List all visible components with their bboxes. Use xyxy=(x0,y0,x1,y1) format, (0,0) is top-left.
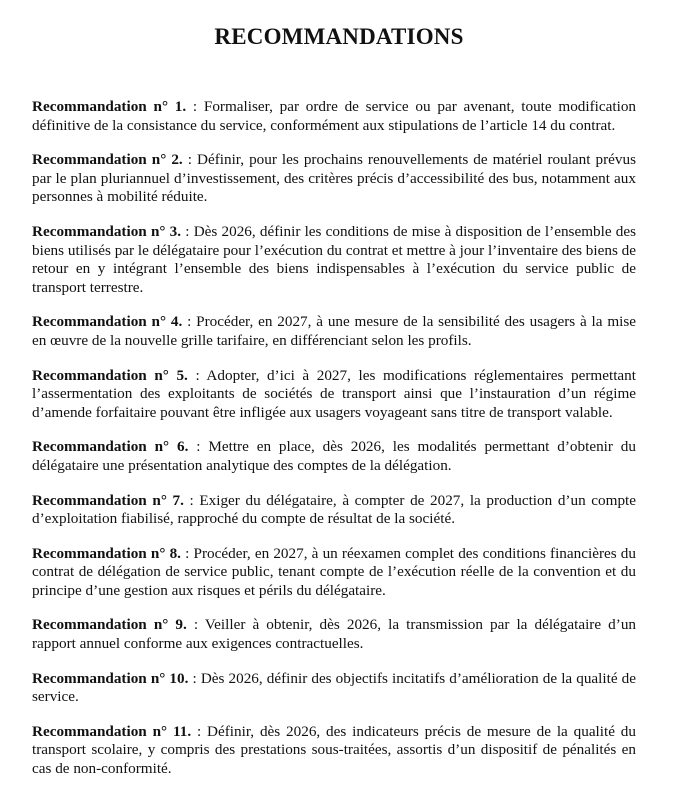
recommendation-text: : Mettre en place, dès 2026, les modalités permettant d’obtenir du délégataire une présentation analytique des comptes de la délégation. xyxy=(32,438,636,474)
recommendation-1 xyxy=(32,98,636,135)
recommendation-text: : Définir, dès 2026, des indicateurs précis de mesure de la qualité du transport scolaire, y compris des prestations sous-traitées, assortis d’un dispositif de pénalités en cas de non-conformité. xyxy=(32,722,636,778)
recommendation-2 xyxy=(32,151,636,207)
recommendation-text: : Adopter, d’ici à 2027, les modifications réglementaires permettant l’assermentation des exploitants de sociétés de transport ainsi que l’instauration d’un régime d’amende forfaitaire pouvant être infligée aux usagers voyageant sans titre de transport valable. xyxy=(32,366,636,421)
recommendation-text: : Exiger du délégataire, à compter de 2027, la production d’un compte d’exploitation fiabilisé, rapproché du compte de résultat de la société. xyxy=(32,491,636,528)
recommendation-label: Recommandation n° 10. xyxy=(32,669,189,687)
recommendation-text: : Procéder, en 2027, à une mesure de la sensibilité des usagers à la mise en œuvre de la nouvelle grille tarifaire, en différenciant selon les profils. xyxy=(32,313,636,349)
recommendation-label: Recommandation n° 4. xyxy=(32,313,183,331)
recommendation-8 xyxy=(32,545,636,601)
recommendation-text: : Procéder, en 2027, à un réexamen complet des conditions financières du contrat de délégation de service public, tenant compte de l’exécution réelle de la convention et du principe d’une gestion aux risques et périls du délégataire. xyxy=(32,544,636,599)
recommendation-label: Recommandation n° 2. xyxy=(32,151,183,169)
recommendation-text: : Veiller à obtenir, dès 2026, la transmission par la délégataire d’un rapport annuel conforme aux exigences contractuelles. xyxy=(32,616,637,653)
recommendation-label: Recommandation n° 3. xyxy=(32,222,182,240)
recommendation-5 xyxy=(32,367,636,423)
recommendations-list xyxy=(32,98,636,795)
recommendation-label: Recommandation n° 11. xyxy=(32,722,192,740)
recommendation-text: : Définir, pour les prochains renouvellements de matériel roulant prévus par le plan pluriannuel d’investissement, des critères précis d’accessibilité des bus, notamment aux personnes à mobilité réduite. xyxy=(32,151,636,206)
recommendation-label: Recommandation n° 7. xyxy=(32,491,184,509)
recommendation-11 xyxy=(32,723,636,779)
recommendation-text: : Formaliser, par ordre de service ou par avenant, toute modification définitive de la consistance du service, conformément aux stipulations de l’article 14 du contrat. xyxy=(32,98,637,134)
recommendation-label: Recommandation n° 6. xyxy=(32,438,189,456)
recommendation-7 xyxy=(32,492,636,529)
recommendation-3 xyxy=(32,223,636,297)
recommendation-4 xyxy=(32,313,636,350)
recommendation-label: Recommandation n° 1. xyxy=(32,98,187,115)
recommendation-label: Recommandation n° 8. xyxy=(32,544,181,562)
recommendation-9 xyxy=(32,616,636,653)
recommendation-label: Recommandation n° 5. xyxy=(32,366,188,384)
recommendation-text: : Dès 2026, définir les conditions de mise à disposition de l’ensemble des biens utilisés par le délégataire pour l’exécution du contrat et mettre à jour l’inventaire des biens de retour en y intégrant l’ensemble des biens indispensables à l’exécution du service public de transport terrestre. xyxy=(32,222,637,296)
recommendation-6 xyxy=(32,438,636,475)
recommendation-text: : Dès 2026, définir des objectifs incitatifs d’amélioration de la qualité de service. xyxy=(32,669,636,706)
recommendation-10 xyxy=(32,670,636,707)
page-title: RECOMMANDATIONS xyxy=(214,24,464,49)
recommendation-label: Recommandation n° 9. xyxy=(32,616,187,634)
